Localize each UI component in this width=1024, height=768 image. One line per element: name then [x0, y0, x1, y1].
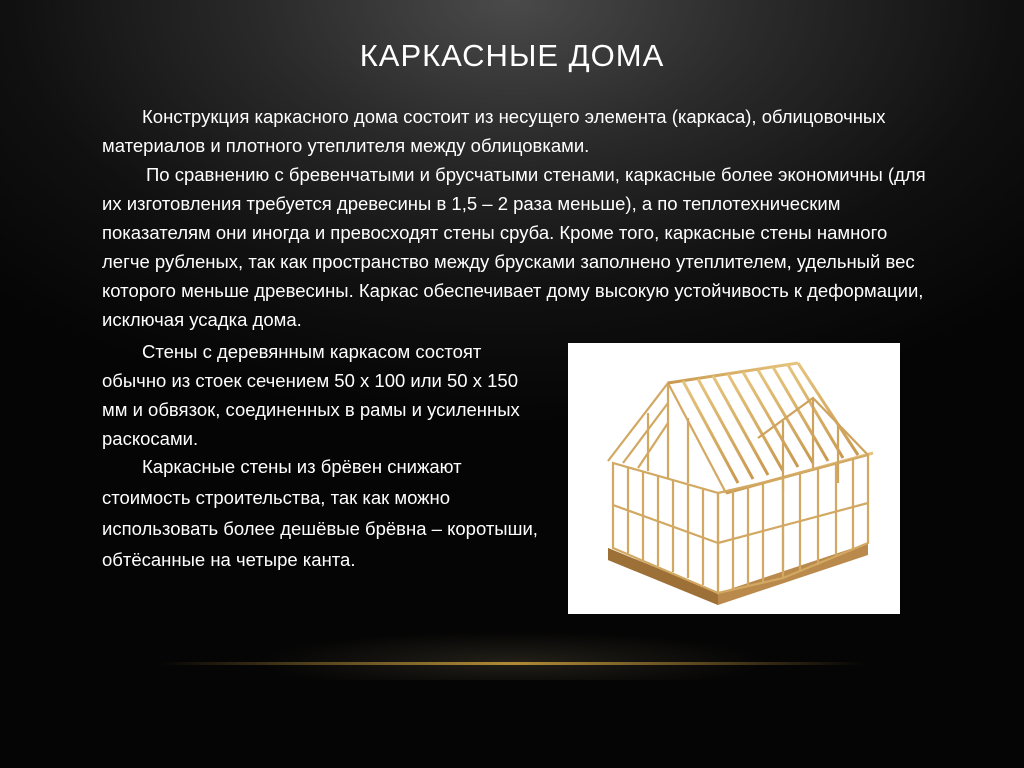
frame-house-image	[568, 343, 900, 614]
paragraph-construction: Конструкция каркасного дома состоит из несущего элемента (каркаса), облицовочных материалов и плотного утеплителя между облицовками.	[102, 106, 886, 156]
bottom-glow-halo	[260, 620, 764, 680]
paragraph-log-walls: Каркасные стены из брёвен снижают стоимость строительства, так как можно использовать более дешёвые брёвна – коротыши, обтёсанные на четыре канта.	[102, 456, 538, 570]
paragraph-comparison: По сравнению с бревенчатыми и брусчатыми стенами, каркасные более экономичны (для их изготовления требуется древесины в 1,5 – 2 раза меньше), а по теплотехническим показателям они иногда и превосходят стены сруба. Кроме того, каркасные стены намного легче рубленых, так как пространство между брусками заполнено утеплителем, удельный вес которого меньше древесины. Каркас обеспечивает дому высокую устойчивость к деформации, исключая усадка дома.	[102, 164, 926, 330]
frame-house-illustration	[568, 343, 900, 614]
paragraph-wall-frame: Стены с деревянным каркасом состоят обычно из стоек сечением 50 х 100 или 50 х 150 мм и обвязок, соединенных в рамы и усиленных раскосами.	[102, 341, 520, 449]
slide-title: КАРКАСНЫЕ ДОМА	[359, 38, 665, 73]
decorative-divider-line	[160, 662, 864, 665]
